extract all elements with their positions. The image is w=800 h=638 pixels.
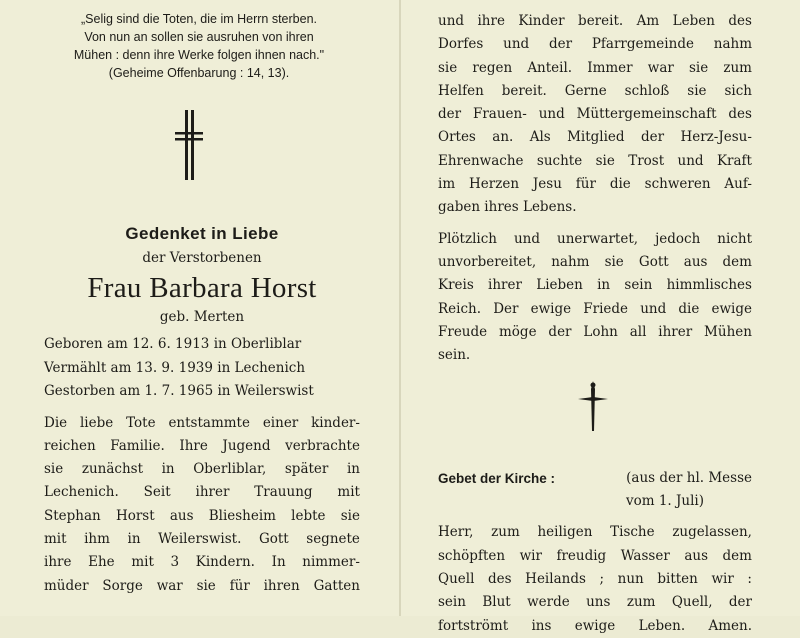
prayer-source-date: vom 1. Juli): [625, 493, 704, 510]
left-page: [44, 10, 360, 598]
cross-icon: [174, 110, 204, 180]
text-line: sein.: [438, 347, 471, 364]
text-line: Freude möge der Lohn all ihrer Mühen: [438, 323, 752, 340]
prayer-source: (aus der hl. Messe: [626, 470, 752, 487]
text-line: und ihre Kinder bereit. Am Leben des: [438, 13, 752, 29]
text-line: Helfen bereit. Gerne schloß sie sich: [438, 82, 752, 99]
text-line: Kreis ihrer Lieben in sein himmlisches: [438, 277, 752, 294]
text-line: reichen Familie. Ihre Jugend verbrachte: [44, 437, 360, 454]
biography-continued: [438, 10, 752, 220]
prayer-text: [438, 521, 752, 637]
life-dates: [44, 333, 360, 404]
quote-line: „Selig sind die Toten, die im Herrn sterben.: [81, 12, 317, 26]
text-line: Quell des Heilands ; nun bitten wir :: [438, 571, 752, 588]
text-line: müder Sorge war sie für ihren Gatten: [44, 577, 360, 594]
text-line: schöpften wir freudig Wasser aus dem: [438, 547, 752, 564]
text-line: Ehrenwache suchte sie Trost und Kraft: [438, 152, 752, 169]
text-line: Plötzlich und unerwartet, jedoch nicht: [438, 230, 752, 247]
text-line: ihre Ehe mit 3 Kindern. In nimmer-: [44, 554, 360, 571]
small-cross-ornament: [438, 381, 752, 445]
text-line: Lechenich. Seit ihrer Trauung mit: [44, 484, 360, 501]
text-line: Die liebe Tote entstammte einer kinder-: [44, 414, 360, 431]
memorial-heading: Gedenket in Liebe: [125, 224, 279, 243]
text-line: Reich. Der ewige Friede und die ewige: [438, 300, 752, 317]
quote-line: Mühen : denn ihre Werke folgen ihnen nach.": [73, 48, 325, 62]
text-line: gaben ihres Lebens.: [438, 199, 577, 216]
bible-quote: [38, 10, 360, 82]
text-line: Herr, zum heiligen Tische zugelassen,: [438, 524, 752, 541]
text-line: Stephan Horst aus Bliesheim lebte sie: [44, 507, 360, 524]
text-line: sein Blut werde uns zum Quell, der: [438, 594, 752, 611]
text-line: im Herzen Jesu für die schweren Auf-: [438, 176, 752, 193]
death-date: Gestorben am 1. 7. 1965 in Weilerswist: [44, 383, 314, 399]
quote-source: (Geheime Offenbarung : 14, 13).: [108, 66, 290, 80]
prayer-header: [438, 467, 752, 513]
text-line: Dorfes und der Pfarrgemeinde nahm: [438, 36, 752, 53]
text-line: sie regen Anteil. Immer war sie zum: [438, 59, 752, 76]
marriage-date: Vermählt am 13. 9. 1939 in Lechenich: [44, 359, 306, 376]
text-line: der Frauen- und Müttergemeinschaft des: [438, 106, 752, 123]
birth-name: geb. Merten: [159, 309, 245, 325]
fold-line: [399, 0, 401, 616]
ornamental-cross-icon: [578, 381, 608, 433]
cross-ornament: [44, 110, 360, 200]
birth-date: Geboren am 12. 6. 1913 in Oberliblar: [44, 336, 302, 352]
quote-line: Von nun an sollen sie ausruhen von ihren: [84, 30, 314, 44]
biography: [44, 412, 360, 598]
text-line: unvorbereitet, nahm sie Gott aus dem: [438, 253, 752, 270]
text-line: sie zunächst in Oberliblar, später in: [44, 461, 360, 478]
text-line: fortströmt ins ewige Leben. Amen.: [438, 617, 752, 634]
death-paragraph: [438, 228, 752, 368]
text-line: mit ihm in Weilerswist. Gott segnete: [44, 530, 360, 547]
right-page: [438, 10, 752, 638]
text-line: Ortes an. Als Mitglied der Herz-Jesu-: [438, 129, 752, 146]
prayer-title: Gebet der Kirche :: [438, 471, 556, 487]
memorial-subheading: der Verstorbenen: [142, 250, 262, 266]
deceased-name: Frau Barbara Horst: [87, 272, 317, 304]
